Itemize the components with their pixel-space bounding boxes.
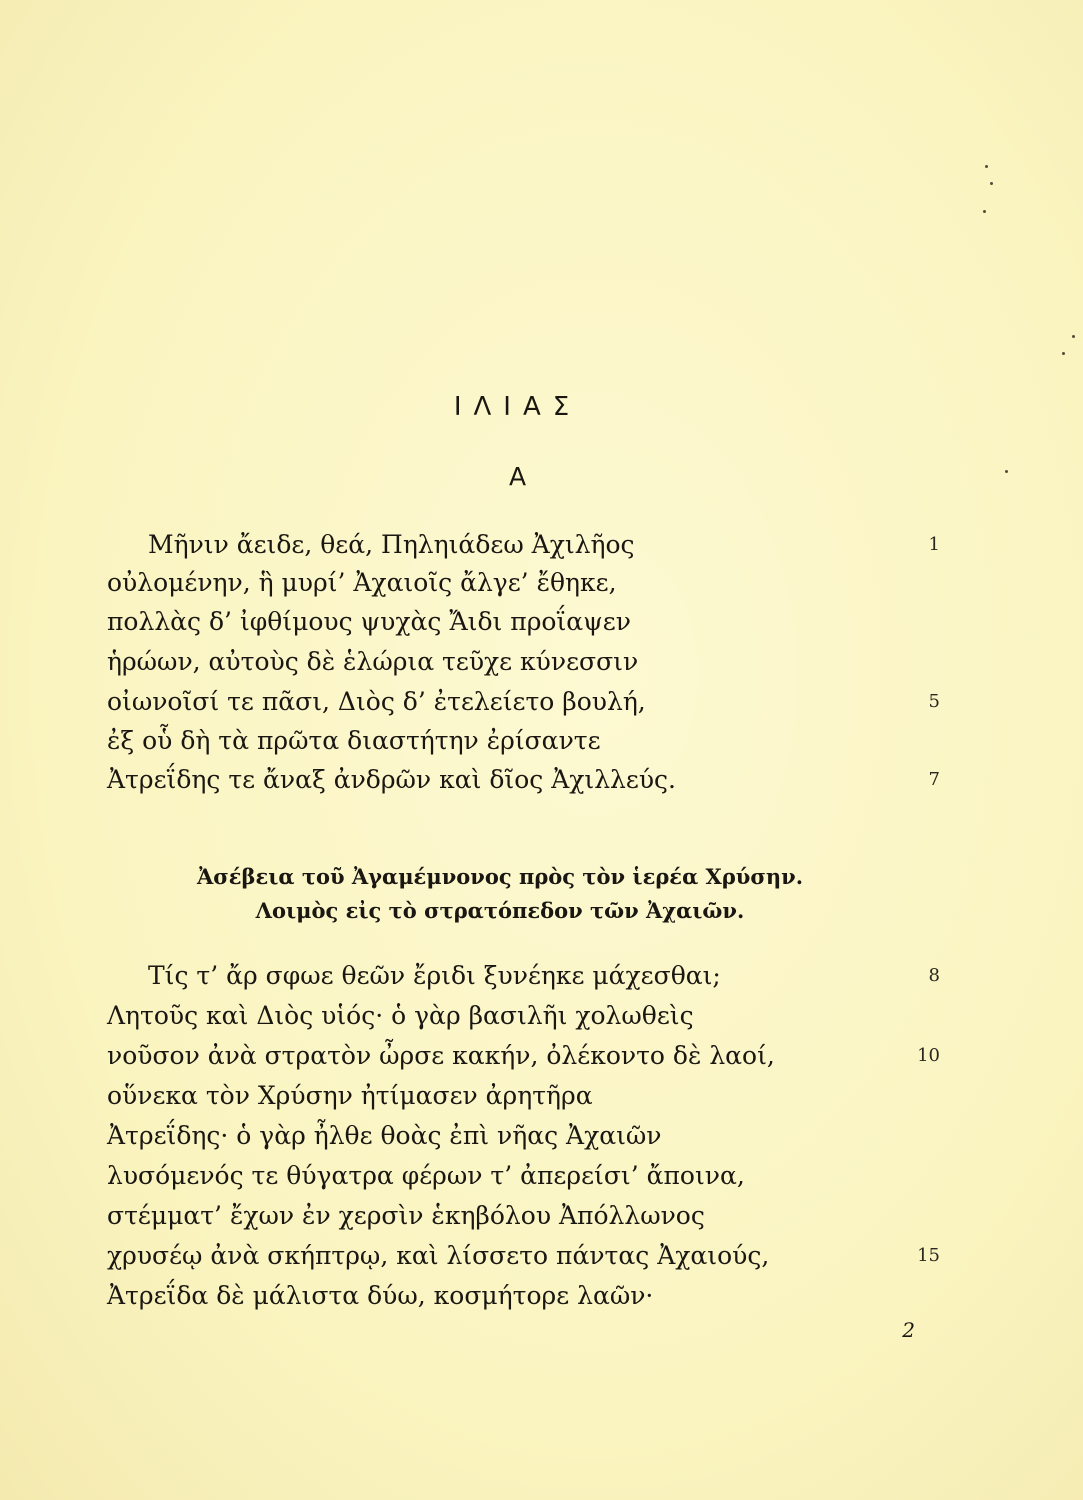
verse-text: στέμματ’ ἔχων ἐν χερσὶν ἑκηβόλου Ἀπόλλωνος: [107, 1201, 705, 1230]
verse-line: [0, 527, 1083, 567]
line-number: 1: [928, 534, 940, 555]
verse-line: [0, 723, 1083, 763]
verse-text: Λητοῦς καὶ Διὸς υἱός· ὁ γὰρ βασιλῆι χολωθεὶς: [107, 1001, 694, 1030]
scan-speck: [985, 165, 988, 168]
verse-text: Ἀτρεΐδα δὲ μάλιστα δύω, κοσμήτορε λαῶν·: [107, 1281, 654, 1310]
work-title: ΙΛΙΑΣ: [453, 392, 582, 422]
summary-line: Λοιμὸς εἰς τὸ στρατόπεδον τῶν Ἀχαιῶν.: [255, 898, 745, 923]
verse-text: οὐλομένην, ἣ μυρί’ Ἀχαιοῖς ἄλγε’ ἔθηκε,: [107, 568, 617, 597]
line-number: 15: [917, 1245, 940, 1266]
verse-line: [0, 1238, 1083, 1278]
verse-line: [0, 1278, 1083, 1318]
book-letter: Α: [508, 462, 527, 491]
scan-speck: [1072, 335, 1075, 338]
verse-text: χρυσέῳ ἀνὰ σκήπτρῳ, καὶ λίσσετο πάντας Ἀχαιούς,: [107, 1241, 770, 1270]
verse-line: [0, 644, 1083, 684]
verse-text: ἡρώων, αὐτοὺς δὲ ἑλώρια τεῦχε κύνεσσιν: [107, 647, 639, 676]
line-number: 10: [917, 1045, 940, 1066]
verse-text: Ἀτρεΐδης· ὁ γὰρ ἦλθε θοὰς ἐπὶ νῆας Ἀχαιῶν: [107, 1121, 662, 1150]
verse-line: [0, 1078, 1083, 1118]
scan-speck: [990, 182, 993, 185]
line-number: 8: [928, 965, 940, 986]
section-summary: [150, 860, 850, 928]
verse-text: οὕνεκα τὸν Χρύσην ἠτίμασεν ἀρητῆρα: [107, 1081, 593, 1110]
verse-line: [0, 762, 1083, 802]
page-number: 2: [902, 1318, 915, 1342]
verse-text: ἐξ οὗ δὴ τὰ πρῶτα διαστήτην ἐρίσαντε: [107, 726, 601, 755]
verse-line: [0, 604, 1083, 644]
verse-text: οἰωνοῖσί τε πᾶσι, Διὸς δ’ ἐτελείετο βουλή,: [107, 687, 646, 716]
verse-line: [0, 1158, 1083, 1198]
line-number: 7: [928, 769, 940, 790]
scan-speck: [1005, 470, 1008, 473]
verse-text: νοῦσον ἀνὰ στρατὸν ὦρσε κακήν, ὀλέκοντο δὲ λαοί,: [107, 1041, 775, 1070]
verse-text: Τίς τ’ ἄρ σφωε θεῶν ἔριδι ξυνέηκε μάχεσθαι;: [148, 961, 721, 990]
scan-speck: [1062, 352, 1065, 355]
summary-line: Ἀσέβεια τοῦ Ἀγαμέμνονος πρὸς τὸν ἱερέα Χρύσην.: [196, 864, 804, 889]
scan-speck: [983, 210, 986, 213]
verse-line: [0, 1038, 1083, 1078]
verse-text: Μῆνιν ἄειδε, θεά, Πηληιάδεω Ἀχιλῆος: [148, 530, 635, 559]
verse-text: Ἀτρεΐδης τε ἄναξ ἀνδρῶν καὶ δῖος Ἀχιλλεύς.: [107, 765, 676, 794]
verse-line: [0, 998, 1083, 1038]
verse-line: [0, 565, 1083, 605]
verse-line: [0, 684, 1083, 724]
verse-text: πολλὰς δ’ ἰφθίμους ψυχὰς Ἄιδι προΐαψεν: [107, 607, 631, 636]
verse-line: [0, 1198, 1083, 1238]
verse-line: [0, 1118, 1083, 1158]
line-number: 5: [928, 691, 940, 712]
verse-text: λυσόμενός τε θύγατρα φέρων τ’ ἀπερείσι’ ἄποινα,: [107, 1161, 745, 1190]
verse-line: [0, 958, 1083, 998]
